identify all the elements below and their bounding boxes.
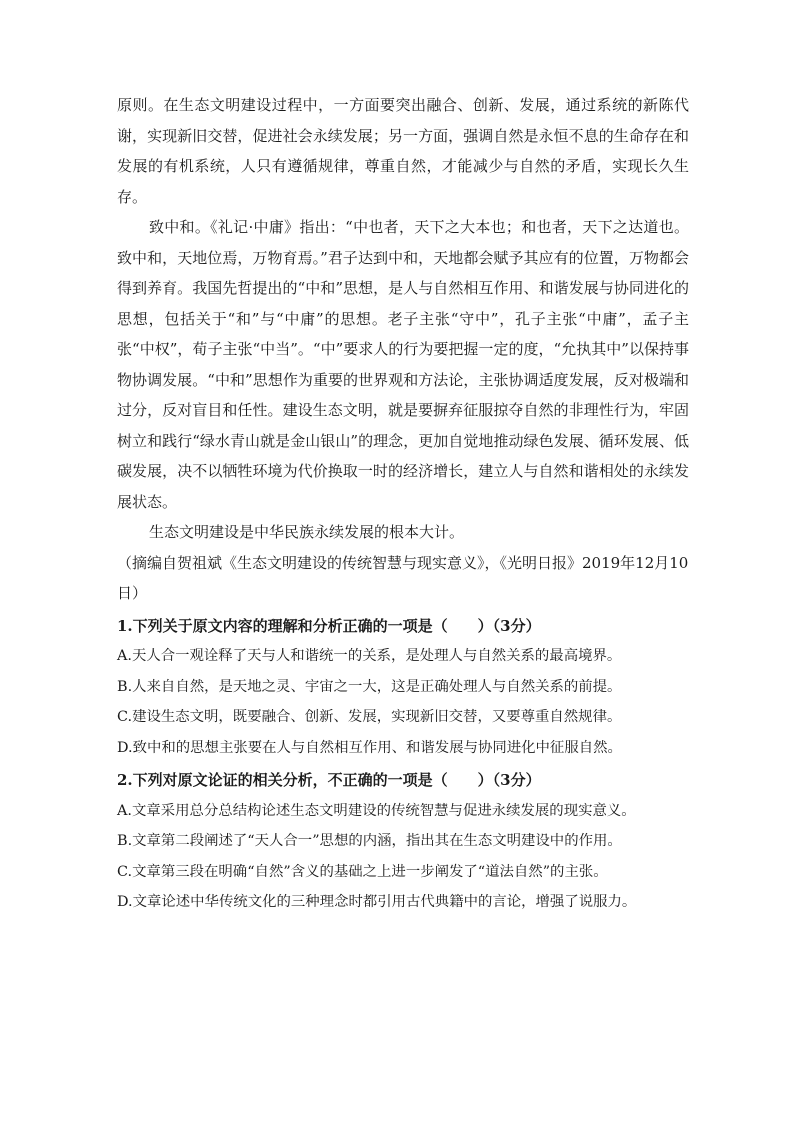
question-2 (117, 765, 689, 918)
question-option-c: C.文章第三段在明确“自然”含义的基础之上进一步阐发了“道法自然”的主张。 (117, 863, 608, 880)
question-option-b: B.文章第二段阐述了“天人合一”思想的内涵，指出其在生态文明建设中的作用。 (117, 833, 622, 849)
question-1 (117, 611, 689, 764)
article-paragraph-1: 原则。在生态文明建设过程中，一方面要突出融合、创新、发展，通过系统的新陈代谢，实现新旧交替，促进社会永续发展；另一方面，强调自然是永恒不息的生命存在和发展的有机系统，人只有遵循规律，尊重自然，才能减少与自然的矛盾，实现长久生存。 (117, 96, 689, 206)
article-paragraph-3: 生态文明建设是中华民族永续发展的根本大计。 (149, 523, 465, 541)
question-option-a: A.天人合一观诠释了天与人和谐统一的关系，是处理人与自然关系的最高境界。 (117, 648, 622, 664)
question-title: 1.下列关于原文内容的理解和分析正确的一项是（ ）（3分） (117, 616, 541, 635)
document-body (117, 90, 689, 918)
question-option-c: C.建设生态文明，既要融合、创新、发展，实现新旧交替，又要尊重自然规律。 (117, 709, 622, 725)
question-option-d: D.致中和的思想主张要在人与自然相互作用、和谐发展与协同进化中征服自然。 (117, 739, 622, 756)
article-paragraph-2: 致中和。《礼记·中庸》指出：“中也者，天下之大本也；和也者，天下之达道也。致中和，天地位焉，万物育焉。”君子达到中和，天地都会赋予其应有的位置，万物都会得到养育。我国先哲提出的“中和”思想，是人与自然相互作用、和谐发展与协同进化的思想，包括关于“和”与“中庸”的思想。老子主张“守中”，孔子主张“中庸”，孟子主张“中权”，荀子主张“中当”。“中”要求人的行为要把握一定的度，“允执其中”以保持事物协调发展。“中和”思想作为重要的世界观和方法论，主张协调适度发展，反对极端和过分，反对盲目和任性。建设生态文明，就是要摒弃征服掠夺自然的非理性行为，牢固树立和践行“绿水青山就是金山银山”的理念，更加自觉地推动绿色发展、循环发展、低碳发展，决不以牺牲环境为代价换取一时的经济增长，建立人与自然和谐相处的永续发展状态。 (117, 218, 689, 511)
question-option-b: B.人来自自然，是天地之灵、宇宙之一大，这是正确处理人与自然关系的前提。 (117, 678, 622, 695)
question-option-d: D.文章论述中华传统文化的三种理念时都引用古代典籍中的言论，增强了说服力。 (117, 894, 637, 910)
question-title: 2.下列对原文论证的相关分析，不正确的一项是（ ）（3分） (117, 771, 541, 789)
article-source: （摘编自贺祖斌《生态文明建设的传统智慧与现实意义》，《光明日报》2019年12月10日） (117, 553, 689, 602)
question-option-a: A.文章采用总分总结构论述生态文明建设的传统智慧与促进永续发展的现实意义。 (117, 802, 636, 819)
